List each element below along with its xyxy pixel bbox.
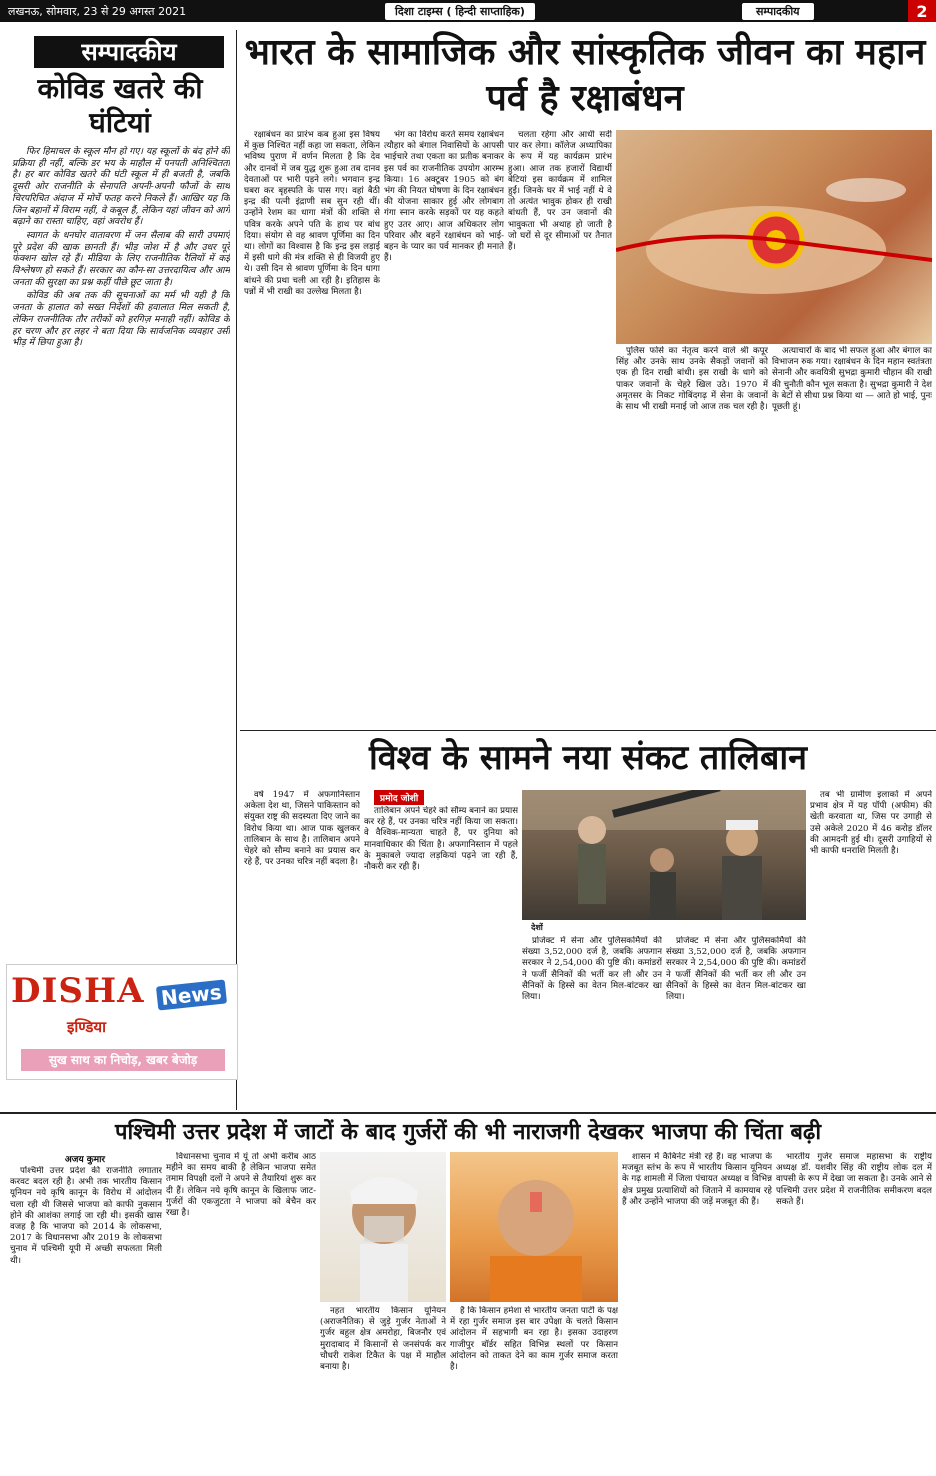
editorial-body [12, 146, 230, 906]
article-text: प्रोजेक्ट में सेना और पुलिसकर्मियों की संख्या 3,52,000 दर्ज है, जबकि अफगान सरकार ने 2,54,000 की पुष्टि की। कमांडरों ने फर्जी सैनिकों की भर्ती कर ली और उन सैनिकों के हिस्से का वेतन मिल-बांटकर खा लिया। [666, 936, 806, 1003]
article-text: भंग का विरोध करते समय रक्षाबंधन त्यौहार को बंगाल निवासियों के आपसी भाईचारे तथा एकता का प्रतीक बनाकर इस पर्व का राजनीतिक उपयोग आरम्भ किया। 16 अक्टूबर 1905 को बंग भंग की नियत घोषणा के दिन रक्षाबंधन की योजना साकार हुई और लोगबाग गंगा स्नान करके सड़कों पर यह कहते हुए उतर आए। आज अधिकतर लोग परिवार और बहनें रक्षाबंधन को भाई-बहन के प्यार का पर्व मानकर ही मनाते हैं। [384, 130, 504, 264]
article-text: है कि किसान हमेशा से भारतीय जनता पार्टी के पक्ष में रहा गुर्जर समाज इस बार उपेक्षा के चलते किसान आंदोलन में सहभागी बन रहा है। इसका उदाहरण गाजीपुर बॉर्डर सहित विभिन्न स्थलों पर किसान आंदोलन को ताकत देने का काम गुर्जर समाज करता है। [450, 1306, 618, 1373]
editorial-label: सम्पादकीय [34, 36, 224, 68]
article-text: पुलिस फोर्स का नेतृत्व करने वाले श्री कपूर सिंह और उनके साथ उनके सैकड़ों जवानों को एक ही दिन राखी बांधी। इस राखी के धागे को पाकर जवानों के चेहरे खिल उठे। 1970 में अमृतसर के निकट गोबिंदगढ़ में सेना के जवानों के साथ भी राखी मनाई जो आज तक चल रही है। [616, 346, 768, 413]
article-column [320, 1306, 446, 1472]
article-column [622, 1152, 772, 1472]
ad-slogan: सुख साथ का निचोड़, खबर बेजोड़ [21, 1049, 225, 1071]
article-text: रक्षाबंधन का प्रारंभ कब हुआ इस विषय में कुछ निश्चित नहीं कहा जा सकता, लेकिन भविष्य पुराण में वर्णन मिलता है कि देव और दानवों में जब युद्ध शुरू हुआ तब दानव देवताओं पर भारी पड़ने लगे। भगवान इन्द्र घबरा कर बृहस्पति के पास गए। वहां बैठी इन्द्र की पत्नी इंद्राणी सब सुन रही थीं। उन्होंने रेशम का धागा मंत्रों की शक्ति से पवित्र करके अपने पति के हाथ पर बांध दिया। संयोग से वह श्रावण पूर्णिमा का दिन था। लोगों का विश्वास है कि इन्द्र इस लड़ाई में इसी धागे की मंत्र शक्ति से ही विजयी हुए थे। उसी दिन से श्रावण पूर्णिमा के दिन धागा बांधने की प्रथा चली आ रही है। इतिहास के पन्नों में भी राखी का उल्लेख मिलता है। [244, 130, 380, 297]
rakhi-illustration [616, 130, 932, 344]
article-column [166, 1152, 316, 1472]
article-column [810, 790, 932, 1108]
editorial-paragraph: स्वागत के धनघोर वातावरण में जन सैलाब की सारी उपमाएं पूरे प्रदेश की खाक छानती हैं। भीड़ जोश में है और उधर पूरे फंक्शन खोल रहे हैं। मीडिया के लिए राजनीतिक रैलियों में कई विश्लेषण हो सकते हैं। सरकार का कौन-सा उत्तरदायित्व और आम जनता की सुरक्षा का प्रश्न कहीं पीछे छूट जाता है। [12, 229, 230, 288]
article-column [616, 346, 768, 728]
disha-news-ad[interactable] [6, 964, 238, 1080]
fighters-illustration [522, 790, 806, 920]
ad-india: इण्डिया [67, 1018, 106, 1036]
article-column [364, 806, 518, 1108]
article-column [522, 936, 662, 1108]
article-column [384, 130, 504, 726]
article-column [10, 1166, 162, 1472]
article-text: नहत भारतीय किसान यूनियन (अराजनैतिक) से जुड़े गुर्जर नेताओं ने गुर्जर बहुल क्षेत्र अमरोहा, बिजनौर एवं मुरादाबाद में किसानों से जनसंपर्क कर चौधरी राकेश टिकैत के पक्ष में माहौल बनाया है। [320, 1306, 446, 1373]
farmer-leader-illustration [320, 1152, 446, 1302]
article-text: अत्याचारों के बाद भी सफल हुआ और बंगाल का विभाजन रुक गया। रक्षाबंधन के दिन महान स्वतंत्रता सेनानी और कवयित्री सुभद्रा कुमारी चौहान की राखी की चुनौती कौन भूल सकता है। सुभद्रा कुमारी ने देश के बेटों से सीधा प्रश्न किया था — आते हो भाई, पुनः पूछती हूं। [772, 346, 932, 413]
article-column [244, 790, 360, 1108]
editorial-paragraph: फिर हिमाचल के स्कूल मौन हो गए। यह स्कूलों के बंद होने की प्रक्रिया ही नहीं, बल्कि डर भय के माहौल में पनपती अनिश्चितता है। हर बार कोविड खतरे की घंटी स्कूल में ही बजती है, जबकि दूसरी ओर राजनीति के सेनापति अपनी-अपनी फौजों के साथ चिरपरिचित अंदाज में मोर्चे फतह करने निकले हैं। आखिर यह कि जिन बहानों में विराम नहीं, वे कबूल हैं, लेकिन यहां जीवन को आगे बढ़ाने का रास्ता चाहिए, वहां अवरोध हैं। [12, 146, 230, 228]
article-text: शासन में कैबिनेट मंत्री रहे हैं। वह भाजपा के मजबूत स्तंभ के रूप में भारतीय किसान यूनियन के गढ़ शामली में जिला पंचायत अध्यक्ष व विभिन्न क्षेत्र प्रमुख प्रत्याशियों को जिताने में कामयाब रहे हैं और उन्होंने भाजपा की जड़ें मजबूत की हैं। [622, 1152, 772, 1207]
rakhi-photo [616, 130, 932, 344]
paper-name: दिशा टाइम्स ( हिन्दी साप्ताहिक) [385, 3, 535, 20]
article-column [450, 1306, 618, 1472]
editorial-divider [236, 30, 237, 1110]
issue-date: लखनऊ, सोमवार, 23 से 29 अगस्त 2021 [8, 4, 187, 18]
article-text: तब भी ग्रामीण इलाकों में अपने प्रभाव क्षेत्र में यह पॉपी (अफीम) की खेती करवाता था, जिस पर उगाही से उसे अकेले 2020 में 46 करोड़ डॉलर की आमदनी हुई थी। दूसरी उगाहियों से भी काफी धनराशि मिलती है। [810, 790, 932, 857]
up-headline: पश्चिमी उत्तर प्रदेश में जाटों के बाद गुर्जरों की भी नाराजगी देखकर भाजपा की चिंता बढ़ी [114, 1120, 822, 1145]
editorial-headline: कोविड खतरे की घंटियां [37, 72, 203, 139]
article-text: वर्ष 1947 में अफगानिस्तान अकेला देश था, जिसने पाकिस्तान को संयुक्त राष्ट्र की सदस्यता दिए जाने का विरोध किया था। आज पाक खुलकर तालिबान के साथ है। तालिबान अपने चेहरे को सौम्य बनाने का प्रयास कर रहे हैं, पर उनका चरित्र नहीं बदला है। [244, 790, 360, 868]
taliban-bottom-rule [0, 1112, 936, 1114]
taliban-photo [522, 790, 806, 920]
article-column [244, 130, 380, 726]
article-text: प्रोजेक्ट में सेना और पुलिसकर्मियों की संख्या 3,52,000 दर्ज है, जबकि अफगान सरकार ने 2,54,000 की पुष्टि की। कमांडरों ने फर्जी सैनिकों की भर्ती कर ली और उन सैनिकों के हिस्से का वेतन मिल-बांटकर खा लिया। [522, 936, 662, 1003]
taliban-byline: प्रमोद जोशी [374, 790, 424, 805]
editorial-paragraph: कोविड की अब तक की सूचनाओं का मर्म भी यही है कि जनता के हालात को सख्त निर्देशों की हवालात मिल सकती है, लेकिन राजनीतिक तौर तरीकों को हरगिज़ मनाही नहीं। कोविड के हर चरण और हर लहर ने बता दिया कि सार्वजनिक व्यवहार उसी भीड़ में छिपा हुआ है। [12, 290, 230, 349]
cm-illustration [450, 1152, 618, 1302]
article-column [666, 936, 806, 1108]
page-number: 2 [908, 0, 936, 22]
article-text: तालिबान अपने चेहरे को सौम्य बनाने का प्रयास कर रहे हैं, पर उनका चरित्र नहीं किया जा सकता। वे वैश्विक-मान्यता चाहते हैं, पर दुनिया को मानवाधिकार की चिंता है। अफगानिस्तान में पहले के मुकाबले ज्यादा लड़कियां पढ़ने जा रही हैं, नौकरी कर रही हैं। [364, 806, 518, 873]
photo-caption: देशों [531, 923, 543, 932]
article-text: भारतीय गुर्जर समाज महासभा के राष्ट्रीय अध्यक्ष डॉ. यशवीर सिंह की राष्ट्रीय लोक दल में वापसी के रूप में देखा जा सकता है। उनके आने से पश्चिमी उत्तर प्रदेश में राजनीतिक समीकरण बदल सकते हैं। [776, 1152, 932, 1207]
up-byline: अजय कुमार [64, 1155, 106, 1165]
article-text: पश्चिमी उत्तर प्रदेश की राजनीति लगातार करवट बदल रही है। अभी तक भारतीय किसान यूनियन नये कृषि कानून के विरोध में आंदोलन चला रही थी जिससे भाजपा को काफी नुकसान होने की आशंका लगाई जा रही थी। इसकी खास वजह है कि भाजपा को 2014 के लोकसभा, 2017 के विधानसभा और 2019 के लोकसभा चुनाव में पश्चिमी यूपी में अच्छी सफलता मिली थी। [10, 1166, 162, 1266]
main-headline: भारत के सामाजिक और सांस्कृतिक जीवन का महान पर्व है रक्षाबंधन [244, 32, 926, 119]
article-text: विधानसभा चुनाव में यूं तो अभी करीब आठ महीने का समय बाकी है लेकिन भाजपा समेत तमाम विपक्षी दलों ने अपने से तैयारियां शुरू कर दी हैं। लेकिन नये कृषि कानून के खिलाफ जाट-गुर्जरों की एकजुटता ने भाजपा को बेचैन कर रखा है। [166, 1152, 316, 1219]
cm-photo [450, 1152, 618, 1302]
page-header-bar [0, 0, 936, 22]
article-column [508, 130, 612, 726]
taliban-headline: विश्व के सामने नया संकट तालिबान [368, 738, 808, 778]
article-text: चलता रहेगा और आधी सदी पार कर लेगा। कॉलेज अध्यापिका के रूप में यह कार्यक्रम प्रारंभ हुआ। आज तक हजारों विद्यार्थी बेटियां इस कार्यक्रम में शामिल हुईं। जिनके घर में भाई नहीं थे वे तो अत्यंत भावुक होकर ही राखी बांधती हैं, पर उन जवानों की भावुकता भी अथाह हो जाती है जो घरों से दूर सीमाओं पर तैनात हैं। [508, 130, 612, 253]
article-column [772, 346, 932, 728]
farmer-leader-photo [320, 1152, 446, 1302]
ad-title: DISHA [11, 971, 145, 1011]
section-name: सम्पादकीय [742, 3, 814, 20]
main-bottom-rule [240, 730, 936, 731]
ad-news-badge: News [156, 979, 227, 1010]
article-column [776, 1152, 932, 1472]
